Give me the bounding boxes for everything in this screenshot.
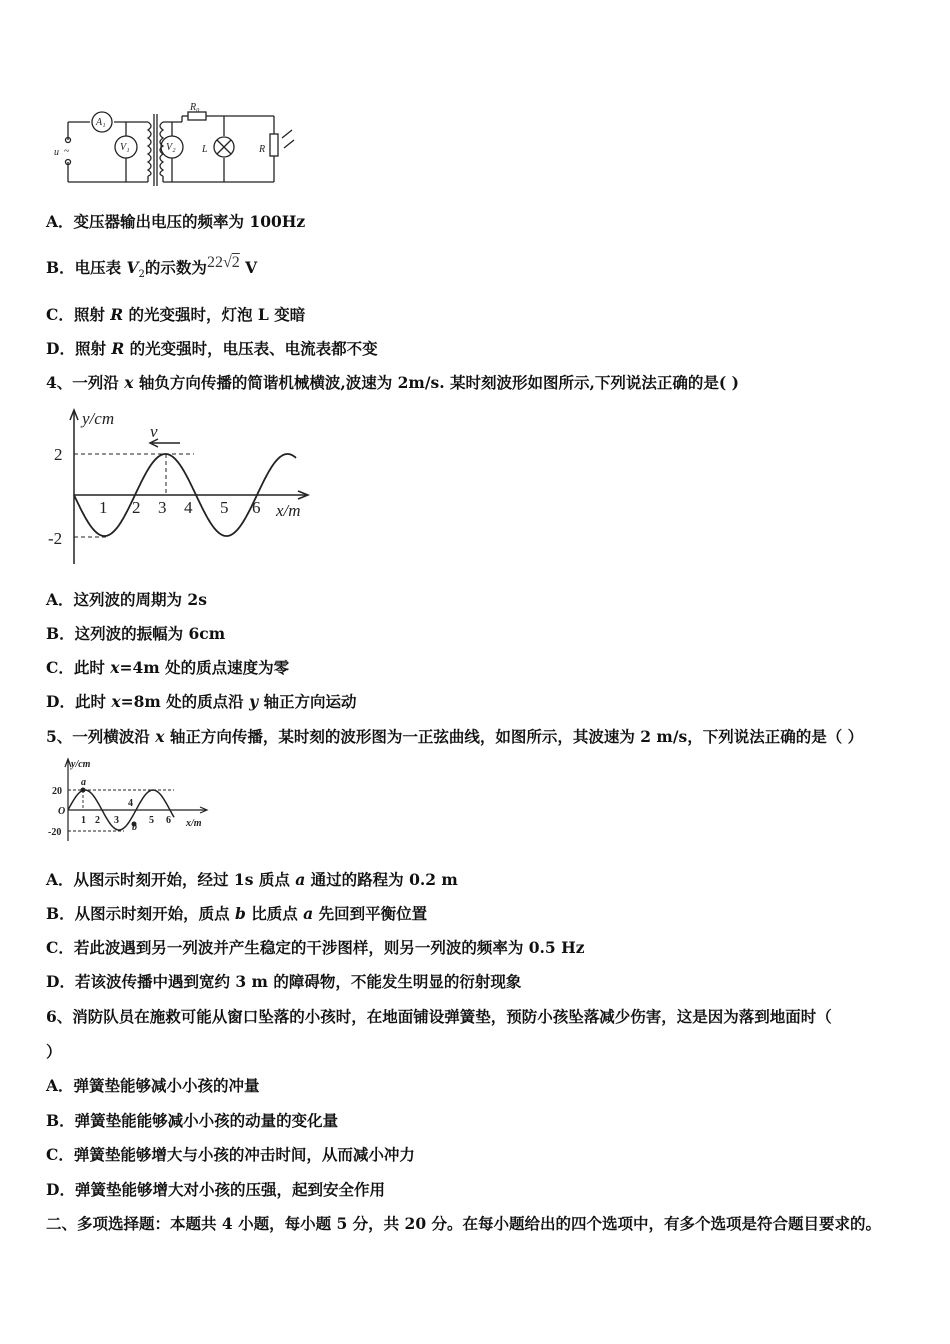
- q4-xtick: 3: [158, 498, 167, 517]
- q4-option-b: B．这列波的振幅为 6cm: [46, 624, 226, 643]
- q6-option-c: C．弹簧垫能够增大与小孩的冲击时间，从而减小冲力: [46, 1145, 415, 1164]
- q6-option-b: B．弹簧垫能能够减小小孩的动量的变化量: [46, 1111, 339, 1130]
- q4-option-c: C．此时 x=4m 处的质点速度为零: [46, 658, 290, 677]
- q5-option-c: C．若此波遇到另一列波并产生稳定的干涉图样，则另一列波的频率为 0.5 Hz: [46, 938, 585, 957]
- circuit-figure: [52, 100, 302, 190]
- q5-xtick: 6: [166, 815, 171, 826]
- q5-xtick: 5: [149, 815, 154, 826]
- q3-option-b: B．电压表 $V_2$的示数为22√2 V: [46, 254, 258, 281]
- q5-ytick: -20: [48, 827, 62, 838]
- voltmeter2-label: V₂: [166, 142, 176, 153]
- q6-stem-line2: ）: [46, 1042, 62, 1061]
- q4-xtick: 1: [99, 498, 108, 517]
- q4-wave-figure: [44, 404, 314, 574]
- q5-option-b: B．从图示时刻开始，质点 b 比质点 a 先回到平衡位置: [46, 904, 428, 923]
- ammeter-label: A₁: [96, 117, 106, 128]
- q4-ytick: -2: [48, 529, 63, 548]
- q5-ytick: 20: [52, 786, 62, 797]
- q5-xtick: 4: [128, 798, 133, 809]
- q5-option-a: A．从图示时刻开始，经过 1s 质点 a 通过的路程为 0.2 m: [46, 870, 458, 889]
- q4-stem: 4、一列沿 x 轴负方向传播的简谐机械横波,波速为 2m/s. 某时刻波形如图所示,下列说法正确的是( ): [46, 373, 739, 392]
- r-label: R: [259, 144, 266, 155]
- q4-xlabel: x/m: [276, 501, 301, 520]
- ac-symbol: ~: [64, 146, 70, 157]
- q4-option-a: A．这列波的周期为 2s: [46, 590, 207, 609]
- q5-ylabel: y/cm: [71, 759, 91, 770]
- sqrt-expression: 22√2: [206, 254, 240, 271]
- q4-xtick: 6: [252, 498, 261, 517]
- lamp-label: L: [202, 144, 208, 155]
- q3-option-c: C．照射 R 的光变强时，灯泡 L 变暗: [46, 305, 306, 324]
- q4-ylabel: y/cm: [82, 409, 115, 428]
- q4-xtick: 2: [132, 498, 141, 517]
- q5-label-a: a: [81, 777, 86, 788]
- q5-option-d: D．若该波传播中遇到宽约 3 m 的障碍物，不能发生明显的衍射现象: [46, 972, 522, 991]
- voltmeter1-label: V₁: [120, 142, 130, 153]
- q4-xtick: 4: [184, 498, 193, 517]
- q5-label-b: b: [132, 822, 137, 833]
- q4-ytick: 2: [54, 445, 63, 464]
- q4-xtick: 5: [220, 498, 229, 517]
- q4-velocity-label: v: [150, 422, 158, 441]
- q5-point-a: [81, 788, 86, 793]
- q6-option-a: A．弹簧垫能够减小小孩的冲量: [46, 1076, 260, 1095]
- q5-stem: 5、一列横波沿 x 轴正方向传播，某时刻的波形图为一正弦曲线，如图所示，其波速为 2 m/s，下列说法正确的是（ ）: [46, 727, 864, 746]
- q3-option-a: A．变压器输出电压的频率为 100Hz: [46, 212, 306, 231]
- r0-label: R₀: [190, 102, 200, 113]
- q5-xtick: 3: [114, 815, 119, 826]
- q4-option-d: D．此时 x=8m 处的质点沿 y 轴正方向运动: [46, 692, 357, 711]
- q6-stem-line1: 6、消防队员在施救可能从窗口坠落的小孩时，在地面铺设弹簧垫，预防小孩坠落减少伤害，这是因为落到地面时（: [46, 1007, 832, 1026]
- source-label: u: [54, 147, 59, 158]
- q5-xtick: 1: [81, 815, 86, 826]
- q5-origin: O: [58, 806, 66, 817]
- q5-xlabel: x/m: [186, 818, 202, 829]
- q3-option-d: D．照射 R 的光变强时，电压表、电流表都不变: [46, 339, 378, 358]
- q5-xtick: 2: [95, 815, 100, 826]
- q5-wave-figure: [46, 756, 216, 846]
- q6-option-d: D．弹簧垫能够增大对小孩的压强，起到安全作用: [46, 1180, 385, 1199]
- section2-heading: 二、多项选择题：本题共 4 小题，每小题 5 分，共 20 分。在每小题给出的四个选项中，有多个选项是符合题目要求的。: [46, 1214, 882, 1233]
